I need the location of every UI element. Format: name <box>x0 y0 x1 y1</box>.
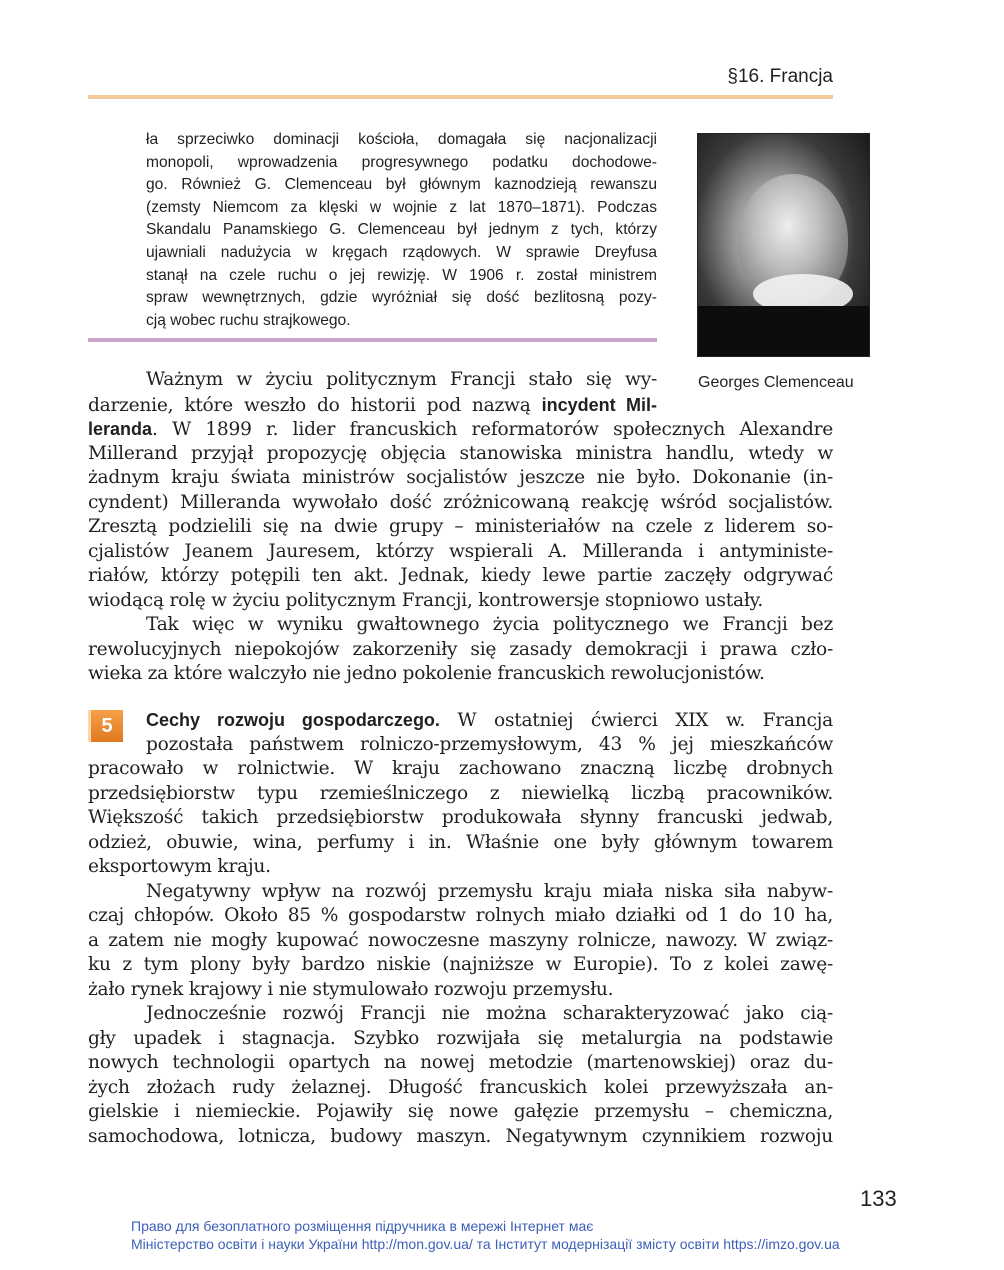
body-line <box>88 466 833 490</box>
section-header: §16. Francja <box>727 66 833 87</box>
text-run: riałów, którzy potępili ten akt. Jednak, kiedy lewe partie zaczęły odgrywać <box>88 565 833 586</box>
sidebar-line: Skandalu Panamskiego G. Clemenceau był jednym z tych, którzy <box>146 221 657 239</box>
sidebar-line: cją wobec ruchu strajkowego. <box>146 311 351 329</box>
body-line <box>88 831 833 855</box>
text-run: gielskie i niemieckie. Pojawiły się nowe gałęzie przemysłu – chemiczna, <box>88 1101 833 1122</box>
body-line <box>88 491 833 515</box>
body-line <box>88 393 657 417</box>
body-line <box>146 368 657 392</box>
sidebar-divider <box>88 338 657 342</box>
text-run: żych złożach rudy żelaznej. Długość francuskich kolei przewyższała an- <box>88 1076 833 1098</box>
body-line <box>88 442 833 466</box>
text-run: a zatem nie mogły kupować nowoczesne maszyny rolnicze, nawozy. W związ- <box>88 929 833 951</box>
text-run: pozostała państwem rolniczo-przemysłowym, 43 % jej mieszkańców <box>146 733 833 755</box>
text-run: . W 1899 r. lider francuskich reformatorów społecznych Alexandre <box>152 419 833 440</box>
text-run: Ważnym w życiu politycznym Francji stało się wy- <box>146 369 657 390</box>
text-run: Większość takich przedsiębiorstw produkowała słynny francuski jedwab, <box>88 807 833 828</box>
text-run: W ostatniej ćwierci XIX w. Francja <box>439 710 833 731</box>
body-line <box>88 1027 833 1051</box>
body-line <box>88 757 833 781</box>
body-line <box>146 880 833 904</box>
text-run: darzenie, które weszło do historii pod nazwą <box>88 394 542 416</box>
text-run: Zresztą podzielili się na dwie grupy – ministeriałów na czele z liderem so- <box>88 516 833 537</box>
text-run: cyndent) Milleranda wywołało dość zróżnicowaną reakcję wśród socjalistów. <box>88 491 833 513</box>
body-line <box>146 1002 833 1026</box>
text-run: gły upadek i stagnacja. Szybko rozwijała się metalurgia na podstawie <box>88 1027 833 1049</box>
text-run: pracowało w rolnictwie. W kraju zachowano znaczną liczbę drobnych <box>88 758 833 779</box>
sidebar-line: ła sprzeciwko dominacji kościoła, domagała się nacjonalizacji <box>146 131 657 148</box>
text-run: Millerand przyjął propozycję objęcia stanowiska ministra handlu, wtedy w <box>88 442 833 464</box>
body-line <box>88 978 833 1002</box>
text-run: żało rynek krajowy i nie stymulowało rozwoju przemysłu. <box>88 978 614 1000</box>
body-line <box>88 589 833 613</box>
text-run: Jednocześnie rozwój Francji nie można scharakteryzować jako cią- <box>146 1003 833 1024</box>
body-line <box>146 613 833 637</box>
text-run: ku z tym plony były bardzo niskie (najniższe w Europie). To z kolei zawę- <box>88 954 833 975</box>
body-line <box>88 564 833 588</box>
body-line <box>88 855 833 879</box>
photo-caption: Georges Clemenceau <box>698 374 854 391</box>
body-line <box>88 540 833 564</box>
bold-term: incydent Mil- <box>541 394 657 415</box>
section-number-badge: 5 <box>91 710 123 742</box>
text-run: przedsiębiorstw typu rzemieślniczego z niewielką liczbą pracowników. <box>88 782 833 804</box>
text-run: Negatywny wpływ na rozwój przemysłu kraju miała niska siła nabyw- <box>146 880 833 902</box>
body-line <box>88 806 833 830</box>
sidebar-line: (zemsty Niemcom za klęski w wojnie z lat 1870–1871). Podczas <box>146 198 657 216</box>
body-line <box>88 1125 833 1149</box>
body-line <box>88 929 833 953</box>
body-line <box>88 904 833 928</box>
sidebar-line: go. Również G. Clemenceau był głównym kaznodzieją rewanszu <box>146 176 657 194</box>
bold-term: leranda <box>88 419 153 439</box>
page-number: 133 <box>860 1186 897 1211</box>
body-line <box>88 1100 833 1124</box>
body-line <box>88 638 833 662</box>
clemenceau-portrait <box>697 133 870 357</box>
body-line <box>88 953 833 977</box>
text-run: Tak więc w wyniku gwałtownego życia politycznego we Francji bez <box>146 614 833 635</box>
body-line <box>88 1051 833 1075</box>
text-run: eksportowym kraju. <box>88 856 271 877</box>
text-run: wiodącą rolę w życiu politycznym Francji, kontrowersje stopniowo ustały. <box>88 589 764 611</box>
text-run: rewolucyjnych niepokojów zakorzeniły się zasady demokracji i prawa czło- <box>88 638 833 660</box>
footer-ministry-line: Міністерство освіти і науки України http://mon.gov.ua/ та Інститут модернізації змісту освіти https://imzo.gov.ua <box>131 1236 840 1252</box>
body-line <box>88 515 833 539</box>
header-divider <box>88 95 833 99</box>
sidebar-line: stanął na czele ruchu o jej rewizję. W 1906 r. został ministrem <box>146 266 657 284</box>
text-run: samochodowa, lotnicza, budowy maszyn. Negatywnym czynnikiem rozwoju <box>88 1125 833 1147</box>
text-run: wieka za które walczyło nie jedno pokolenie francuskich rewolucjonistów. <box>88 663 765 684</box>
body-line <box>146 733 833 757</box>
text-run: nowych technologii opartych na nowej metodzie (martenowskiej) oraz du- <box>88 1052 833 1073</box>
text-run: żadnym kraju świata ministrów socjalistów jeszcze nie było. Dokonanie (in- <box>88 467 833 488</box>
sidebar-line: spraw wewnętrznych, gdzie wyróżniał się dość bezlitosną pozy- <box>146 289 657 307</box>
text-run: cjalistów Jeanem Jauresem, którzy wspierali A. Milleranda i antyministe- <box>88 540 833 562</box>
text-run: czaj chłopów. Około 85 % gospodarstw rolnych miało działki od 1 do 10 ha, <box>88 905 833 926</box>
body-line <box>88 1076 833 1100</box>
sidebar-line: monopoli, wprowadzenia progresywnego podatku dochodowe- <box>146 153 657 171</box>
body-line <box>88 417 833 441</box>
footer-rights-line: Право для безоплатного розміщення підручника в мережі Інтернет має <box>131 1218 594 1234</box>
text-run: odzież, obuwie, wina, perfumy i in. Właśnie one były głównym towarem <box>88 831 833 853</box>
body-line <box>88 782 833 806</box>
sidebar-line: ujawniali nadużycia w kręgach rządowych. W sprawie Dreyfusa <box>146 244 657 261</box>
bold-term: Cechy rozwoju gospodarczego. <box>146 710 440 730</box>
body-line <box>146 708 833 732</box>
body-line <box>88 662 833 686</box>
